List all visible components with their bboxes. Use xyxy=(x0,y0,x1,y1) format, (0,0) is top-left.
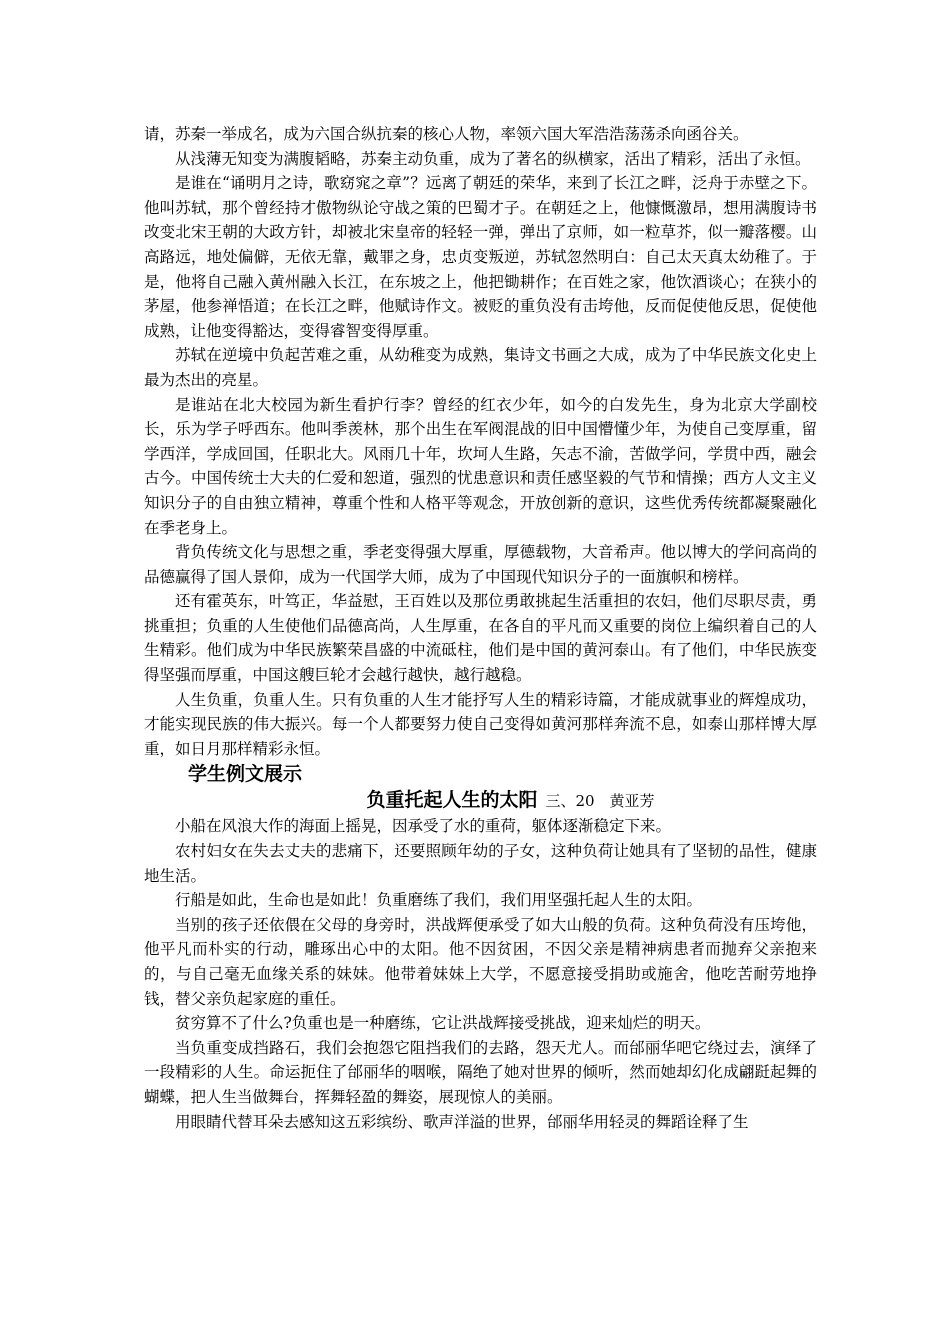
paragraph: 从浅薄无知变为满腹韬略，苏秦主动负重，成为了著名的纵横家，活出了精彩，活出了永恒。 xyxy=(175,149,811,168)
essay-title: 负重托起人生的太阳 xyxy=(366,789,538,812)
student-essay-body xyxy=(144,814,817,1134)
essay-body-top xyxy=(144,122,817,761)
paragraph: 还有霍英东，叶笃正，华益慰，王百姓以及那位勇敢挑起生活重担的农妇，他们尽职尽责，勇挑重担；负重的人生使他们品德高尚，人生厚重，在各自的平凡而又重要的岗位上编织着自己的人生精彩。他们成为中华民族繁荣昌盛的中流砥柱，他们是中国的黄河泰山。有了他们，中华民族变得坚强而厚重，中国这艘巨轮才会越行越快，越行越稳。 xyxy=(144,592,817,685)
document-body xyxy=(144,122,817,1134)
paragraph: 请，苏秦一举成名，成为六国合纵抗秦的核心人物，率领六国大军浩浩荡荡杀向函谷关。 xyxy=(144,125,749,143)
paragraph: 行船是如此，生命也是如此！负重磨练了我们，我们用坚强托起人生的太阳。 xyxy=(175,891,703,910)
section-heading: 学生例文展示 xyxy=(188,763,303,786)
paragraph: 人生负重，负重人生。只有负重的人生才能抒写人生的精彩诗篇，才能成就事业的辉煌成功，才能实现民族的伟大振兴。每一个人都要努力使自己变得如黄河那样奔流不息，如泰山那样博大厚重，如日月那样精彩永恒。 xyxy=(144,690,817,758)
paragraph: 贫穷算不了什么?负重也是一种磨练，它让洪战辉接受挑战，迎来灿烂的明天。 xyxy=(175,1014,711,1033)
paragraph: 用眼睛代替耳朵去感知这五彩缤纷、歌声洋溢的世界，邰丽华用轻灵的舞蹈诠释了生 xyxy=(175,1112,749,1131)
paragraph: 苏轼在逆境中负起苦难之重，从幼稚变为成熟，集诗文书画之大成，成为了中华民族文化史上最为杰出的亮星。 xyxy=(144,346,817,389)
paragraph: 当负重变成挡路石，我们会抱怨它阻挡我们的去路，怨天尤人。而邰丽华吧它绕过去，演绎了一段精彩的人生。命运扼住了邰丽华的咽喉，隔绝了她对世界的倾听，然而她却幻化成翩跹起舞的蝴蝶，把人生当做舞台，挥舞轻盈的舞姿，展现惊人的美丽。 xyxy=(144,1038,817,1106)
essay-author-meta: 三、20 黄亚芳 xyxy=(545,792,655,811)
paragraph: 农村妇女在失去丈夫的悲痛下，还要照顾年幼的子女，这种负荷让她具有了坚韧的品性，健康地生活。 xyxy=(144,842,817,885)
paragraph: 是谁在“诵明月之诗，歌窈窕之章”？远离了朝廷的荣华，来到了长江之畔，泛舟于赤壁之下。他叫苏轼，那个曾经持才傲物纵论守战之策的巴蜀才子。在朝廷之上，他慷慨激昂，想用满腹诗书改变北宋王朝的大政方针，却被北宋皇帝的轻轻一弹，弹出了京师，如一粒草芥，似一瓣落樱。山高路远，地处偏僻，无依无靠，戴罪之身，忠贞变叛逆，苏轼忽然明白：自己太天真太幼稚了。于是，他将自己融入黄州融入长江，在东坡之上，他把锄耕作；在百姓之家，他饮酒谈心；在狭小的茅屋，他参禅悟道；在长江之畔，他赋诗作文。被贬的重负没有击垮他，反而促使他反思，促使他成熟，让他变得豁达，变得睿智变得厚重。 xyxy=(144,174,817,340)
paragraph: 当别的孩子还依偎在父母的身旁时，洪战辉便承受了如大山般的负荷。这种负荷没有压垮他，他平凡而朴实的行动，雕琢出心中的太阳。他不因贫困，不因父亲是精神病患者而抛弃父亲抱来的，与自己毫无血缘关系的妹妹。他带着妹妹上大学，不愿意接受捐助或施舍，他吃苦耐劳地挣钱，替父亲负起家庭的重任。 xyxy=(144,915,817,1008)
paragraph: 是谁站在北大校园为新生看护行李？曾经的红衣少年，如今的白发先生，身为北京大学副校长，乐为学子呼西东。他叫季羡林，那个出生在军阀混战的旧中国懵懂少年，为使自己变厚重，留学西洋，学成回国，任职北大。风雨几十年，坎坷人生路，矢志不渝，苦做学问，学贯中西，融会古今。中国传统士大夫的仁爱和恕道，强烈的忧患意识和责任感坚毅的气节和情操；西方人文主义知识分子的自由独立精神，尊重个性和人格平等观念，开放创新的意识，这些优秀传统都凝聚融化在季老身上。 xyxy=(144,395,817,537)
paragraph: 小船在风浪大作的海面上摇晃，因承受了水的重荷，躯体逐渐稳定下来。 xyxy=(175,817,672,836)
essay-title-line xyxy=(144,787,817,814)
paragraph: 背负传统文化与思想之重，季老变得强大厚重，厚德载物，大音希声。他以博大的学问高尚的品德赢得了国人景仰，成为一代国学大师，成为了中国现代知识分子的一面旗帜和榜样。 xyxy=(144,543,817,586)
